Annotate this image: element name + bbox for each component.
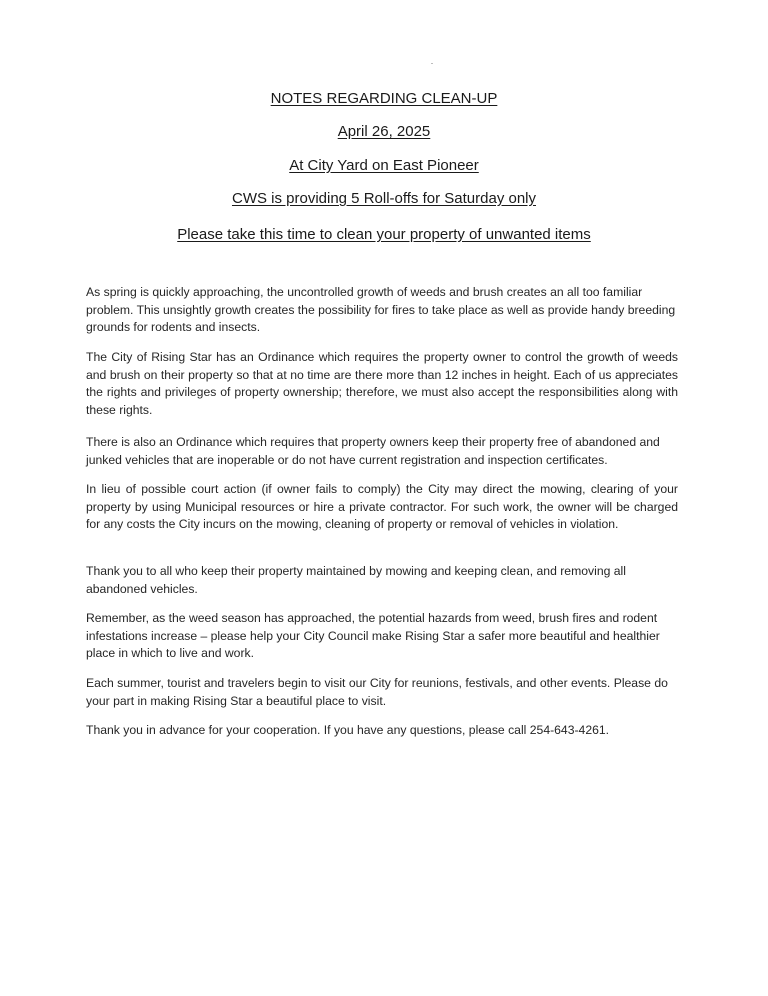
paragraph-contact: Thank you in advance for your cooperation. If you have any questions, please call 254-643-4261. bbox=[86, 723, 610, 737]
scan-speck bbox=[431, 63, 433, 64]
paragraph-thank-you: Thank you to all who keep their property maintained by mowing and keeping clean, and removing all abandoned vehicles. bbox=[86, 564, 626, 596]
event-date: April 26, 2025 bbox=[337, 123, 431, 140]
cleanup-request: Please take this time to clean your property of unwanted items bbox=[177, 226, 591, 243]
paragraph-weed-ordinance: The City of Rising Star has an Ordinance which requires the property owner to control the growth of weeds and brush on their property so that at no time are there more than 12 inches in height. Each of us appreciates the rights and privileges of property ownership; therefore, we must also accept the responsibilities along with these rights. bbox=[86, 350, 678, 417]
paragraph-vehicle-ordinance: There is also an Ordinance which requires that property owners keep their property free of abandoned and junked vehicles that are inoperable or do not have current registration and inspection certificates. bbox=[86, 435, 660, 467]
document-title: NOTES REGARDING CLEAN-UP bbox=[270, 90, 498, 107]
event-location: At City Yard on East Pioneer bbox=[289, 157, 479, 174]
rolloff-notice: CWS is providing 5 Roll-offs for Saturday only bbox=[231, 190, 536, 207]
paragraph-court-action: In lieu of possible court action (if owner fails to comply) the City may direct the mowing, clearing of your property by using Municipal resources or hire a private contractor. For such work, the owner will be charged for any costs the City incurs on the mowing, cleaning of property or removal of vehicles in violation. bbox=[86, 482, 678, 531]
paragraph-weed-season: Remember, as the weed season has approached, the potential hazards from weed, brush fires and rodent infestations increase – please help your City Council make Rising Star a safer more beautiful and healthier place in which to live and work. bbox=[86, 611, 660, 660]
paragraph-summer-visitors: Each summer, tourist and travelers begin to visit our City for reunions, festivals, and other events. Please do your part in making Rising Star a beautiful place to visit. bbox=[86, 676, 668, 708]
paragraph-spring-growth: As spring is quickly approaching, the uncontrolled growth of weeds and brush creates an all too familiar problem. This unsightly growth creates the possibility for fires to take place as well as provide handy breeding grounds for rodents and insects. bbox=[86, 285, 676, 334]
